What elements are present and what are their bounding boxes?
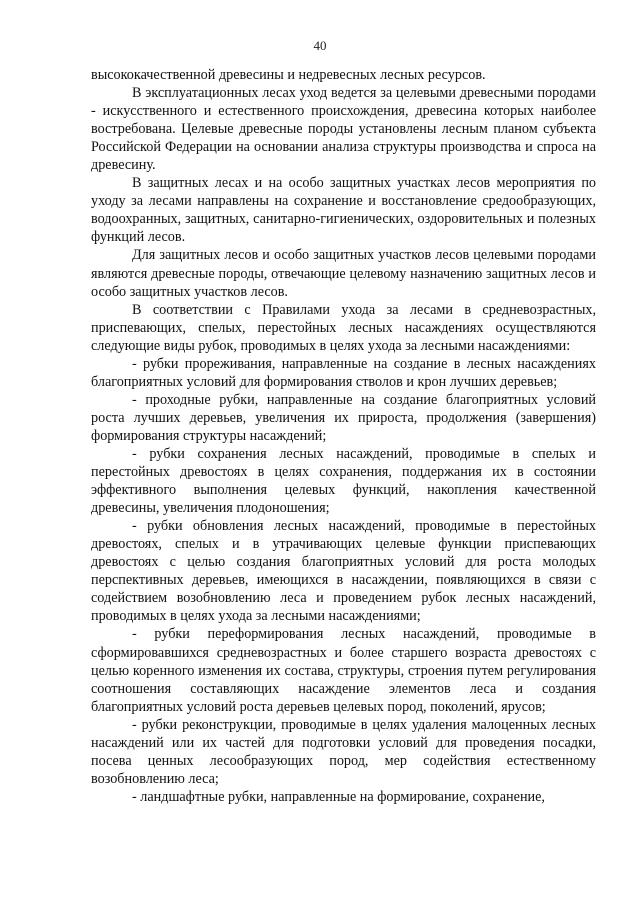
body-text	[91, 66, 596, 806]
list-item-passage-felling: - проходные рубки, направленные на создание благоприятных условий роста лучших деревьев, увеличения их прироста, продолжения (завершения) формирования структуры насаждений;	[91, 391, 596, 444]
list-item-reformation-felling: - рубки переформирования лесных насаждений, проводимые в сформировавшихся средневозрастных и более старшего возраста древостоях с целью коренного изменения их состава, структуры, строения путем регулирования соотношения составляющих насаждение элементов леса и создания благоприятных условий роста деревьев целевых пород, поколений, ярусов;	[91, 626, 596, 715]
list-item-landscape-felling: - ландшафтные рубки, направленные на формирование, сохранение,	[132, 788, 545, 805]
list-item-reconstruction-felling: - рубки реконструкции, проводимые в целях удаления малоценных лесных насаждений или их частей для подготовки условий для проведения посадки, посева ценных лесообразующих пород, мер содействия естественному возобновлению леса;	[91, 716, 596, 787]
list-item-conservation-felling: - рубки сохранения лесных насаждений, проводимые в спелых и перестойных древостоях в целях сохранения, поддержания их в состоянии эффективного выполнения целевых функций, накопления качественной древесины, увеличения плодоношения;	[91, 445, 596, 517]
paragraph-protective-forests-measures: В защитных лесах и на особо защитных участках лесов мероприятия по уходу за лесами направлены на сохранение и восстановление средообразующих, водоохранных, защитных, санитарно-гигиенических, оздоровительных и полезных функций лесов.	[91, 175, 596, 246]
list-item-renewal-felling: - рубки обновления лесных насаждений, проводимые в перестойных древостоях, спелых и в утрачивающих целевые функции приспевающих древостоях с целью создания благоприятных условий для роста молодых перспективных деревьев, имеющихся в насаждении, появляющихся в связи с содействием возобновлению леса и проведением рубок лесных насаждений, проводимых в целях ухода за лесными насаждениями;	[91, 518, 596, 625]
list-item-thinning: - рубки прореживания, направленные на создание в лесных насаждениях благоприятных условий для формирования стволов и крон лучших деревьев;	[91, 355, 596, 390]
paragraph-felling-types-intro: В соответствии с Правилами ухода за лесами в средневозрастных, приспевающих, спелых, перестойных лесных насаждениях осуществляются следующие виды рубок, проводимых в целях ухода за лесными насаждениями:	[91, 301, 596, 354]
paragraph-protective-forests-target-species: Для защитных лесов и особо защитных участков лесов целевыми породами являются древесные породы, отвечающие целевому назначению защитных лесов и особо защитных участков лесов.	[91, 247, 596, 300]
page-number: 40	[313, 38, 327, 53]
paragraph-continuation: высококачественной древесины и недревесных лесных ресурсов.	[91, 67, 486, 83]
paragraph-operational-forests: В эксплуатационных лесах уход ведется за целевыми древесными породами - искусственного и естественного происхождения, древесина которых наиболее востребована. Целевые древесные породы установлены лесным планом субъекта Российской Федерации на основании анализа структуры производства и спроса на древесину.	[91, 85, 596, 174]
